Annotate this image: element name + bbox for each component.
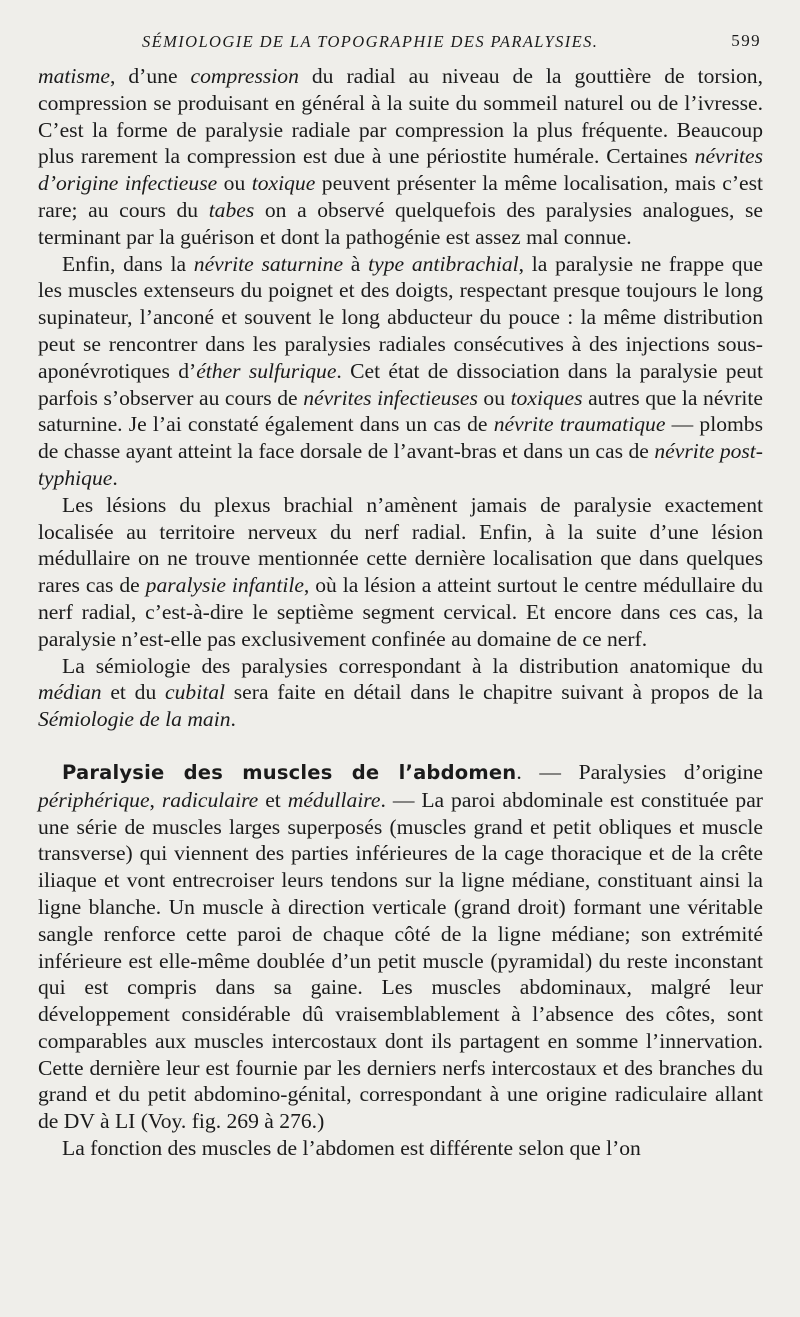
paragraph: [38, 251, 763, 492]
text-run: , où la lésion a atteint surtout le centre médullaire du nerf radial, c’est-à-dire le septième segment cervical. Et encore dans ces cas, la paralysie n’est-elle pas exclusivement confinée au domaine de ce nerf.: [38, 573, 763, 651]
text-run: . — Paralysies d’origine: [516, 759, 763, 784]
text-run: , d’une: [109, 64, 191, 88]
text-run: . Cet état de dissociation dans la paralysie peut parfois s’observer au cours de: [38, 358, 763, 410]
italic-run: médullaire: [287, 787, 381, 812]
text-run: Enfin, dans la: [62, 251, 194, 276]
italic-run: matisme: [38, 64, 110, 88]
text-run: La sémiologie des paralysies correspondant à la distribution anatomique du: [62, 653, 763, 678]
text-run: ou: [477, 385, 511, 410]
paragraph: [38, 492, 763, 653]
text-run: ou: [217, 171, 252, 196]
section-paragraph: [38, 759, 763, 1135]
paragraph-last-line: La fonction des muscles de l’abdomen est différente selon que l’on: [62, 1136, 641, 1161]
italic-run: Sémiologie de la main: [38, 707, 231, 732]
text-run: on a observé quelquefois des paralysies analogues, se terminant par la guérison et dont la pathogénie est assez mal connue.: [38, 197, 763, 249]
italic-run: toxique: [251, 171, 316, 196]
text-run: et du: [101, 680, 166, 705]
italic-run: compression: [190, 64, 299, 88]
text-run: — plombs de chasse ayant atteint la face dorsale de l’avant-bras et dans un cas de: [38, 412, 763, 464]
text-run: ,: [149, 787, 162, 812]
paragraph: [38, 653, 763, 733]
text-run: autres que la névrite saturnine. Je l’ai constaté également dans un cas de: [38, 385, 764, 437]
body-text: [38, 63, 763, 1162]
italic-run: éther sulfurique: [196, 358, 337, 383]
text-run: sera faite en détail dans le chapitre suivant à propos de la: [225, 680, 763, 705]
italic-run: névrites infectieuses: [303, 385, 478, 410]
italic-run: névrite post-typhique: [38, 439, 764, 490]
text-run: à: [343, 251, 369, 276]
italic-run: névrite saturnine: [193, 251, 344, 276]
italic-run: névrite traumatique: [493, 412, 666, 437]
italic-run: médian: [38, 680, 102, 705]
italic-run: type antibrachial: [368, 251, 519, 276]
italic-run: périphérique: [38, 787, 150, 812]
running-head: [38, 28, 763, 54]
italic-run: névrites d’origine infectieuse: [38, 144, 763, 196]
text-run: . — La paroi abdominale est constituée par une série de muscles larges superposés (muscles grand et petit obliques et muscle transverse) qui viennent des parties inférieures de la cage thoracique et de la crête iliaque et vont entrecroiser leurs tendons sur la ligne médiane, constituant ainsi la ligne blanche. Un muscle à direction verticale (grand droit) formant une véritable sangle renforce cette paroi de chaque côté de la ligne médiane; son extrémité inférieure est elle-même doublée d’un petit muscle (pyramidal) du reste inconstant qui est compris dans sa gaine. Les muscles abdominaux, malgré leur développement considérable dû vraisemblablement à l’absence des côtes, sont comparables aux muscles intercostaux dont ils partagent en somme l’innervation. Cette dernière leur est fournie par les derniers nerfs intercostaux et des branches du grand et du petit abdomino-génital, correspondant à une origine radiculaire allant de DV à LI (Voy. fig. 269 à 276.): [38, 787, 764, 1134]
text-run: .: [230, 707, 236, 732]
text-run: du radial au niveau de la gouttière de torsion, compression se produisant en général à la suite du sommeil naturel ou de l’ivresse. C’est la forme de paralysie radiale par compression la plus fréquente. Beaucoup plus rarement la compression est due à une périostite humérale. Certaines: [38, 64, 763, 169]
italic-run: cubital: [165, 680, 226, 705]
paragraph: [38, 63, 763, 251]
running-head-title: SÉMIOLOGIE DE LA TOPOGRAPHIE DES PARALYSIES.: [142, 32, 599, 51]
text-run: .: [112, 465, 118, 490]
page-number: 599: [731, 31, 761, 50]
section-body: [38, 760, 763, 1133]
text-run: et: [258, 787, 288, 812]
italic-run: tabes: [208, 197, 255, 222]
text-run: peuvent présenter la même localisation, mais c’est rare; au cours du: [38, 171, 763, 222]
text-run: , la paralysie ne frappe que les muscles extenseurs du poignet et des doigts, respectant presque toujours le long supinateur, l’anconé et souvent le long abducteur du pouce : la même distribution peut se rencontrer dans les paralysies radiales consécutives à des injections sous-aponévrotiques d’: [38, 251, 763, 383]
section-title: Paralysie des muscles de l’abdomen: [62, 760, 517, 784]
text-run: Les lésions du plexus brachial n’amènent jamais de paralysie exactement localisée au territoire nerveux du nerf radial. Enfin, à la suite d’une lésion médullaire on ne trouve mentionnée cette dernière localisation que dans quelques rares cas de: [38, 492, 763, 598]
italic-run: paralysie infantile: [145, 573, 304, 598]
italic-run: toxiques: [510, 385, 583, 410]
italic-run: radiculaire: [161, 787, 259, 812]
